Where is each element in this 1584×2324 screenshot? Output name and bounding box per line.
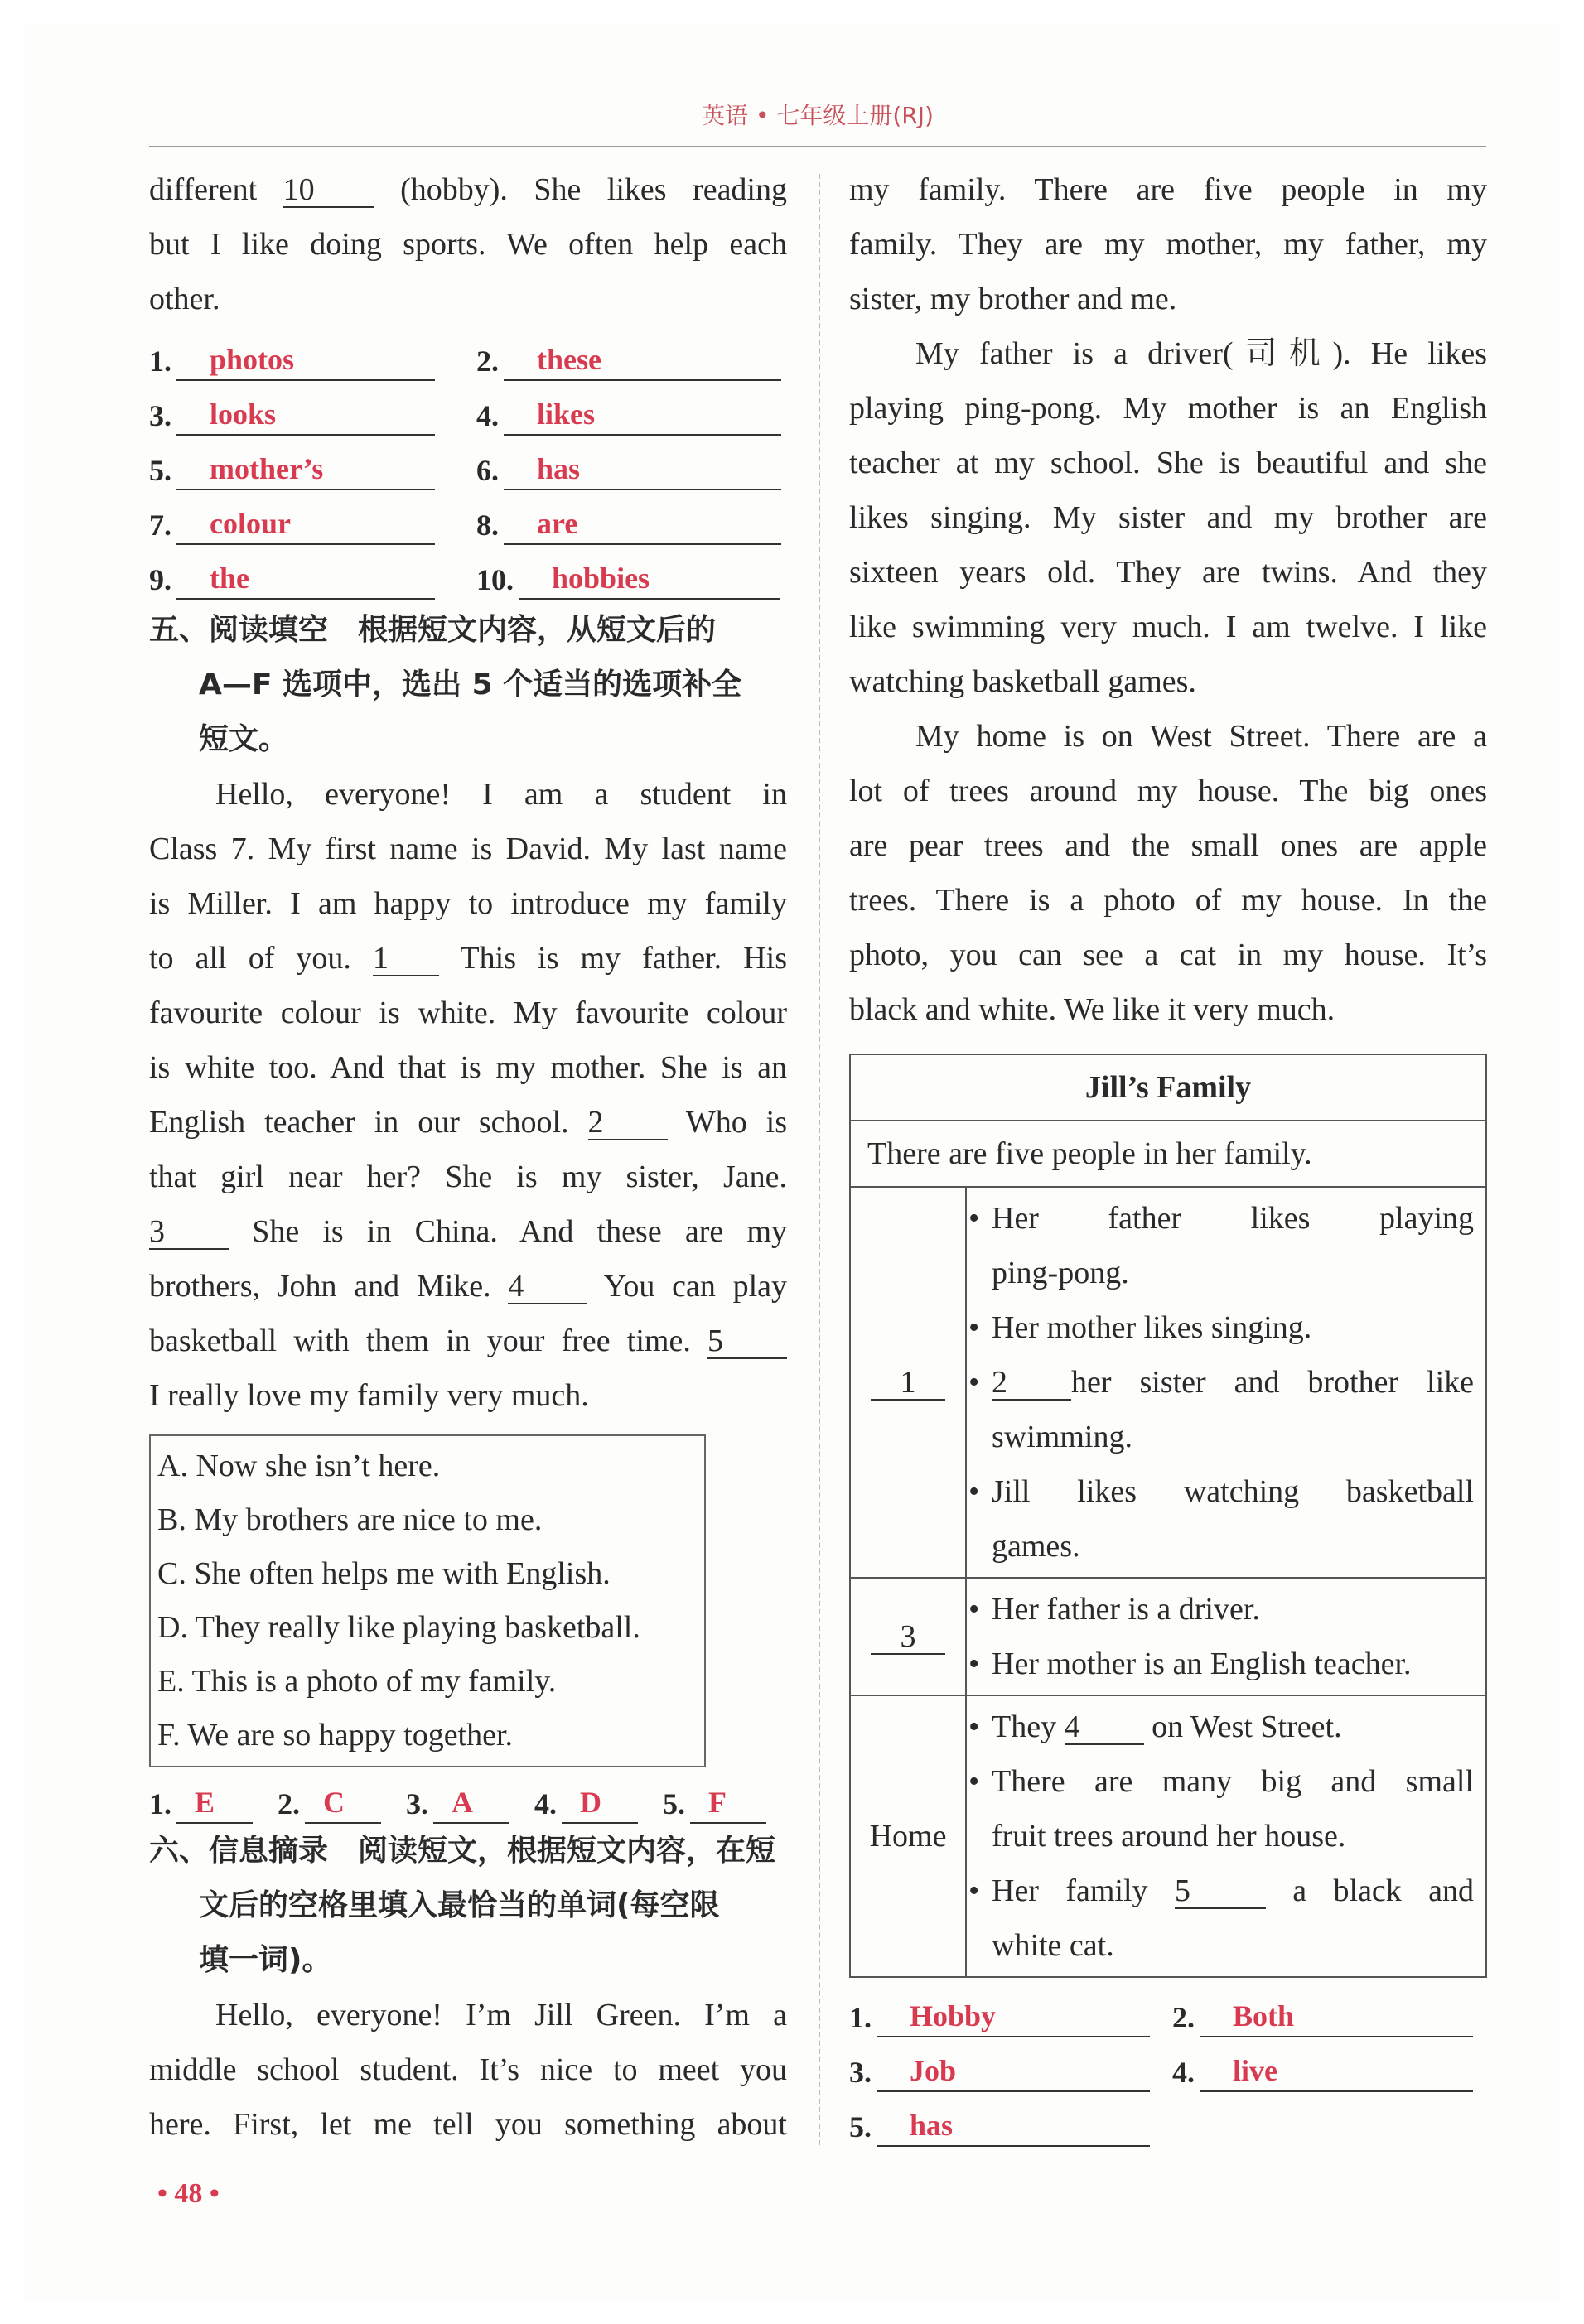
answer-number: 2.: [278, 1787, 300, 1820]
bullet: •: [968, 1592, 980, 1627]
table-blank-3[interactable]: 3: [871, 1620, 945, 1655]
passage-line: Class 7. My first name is David. My last name: [149, 832, 787, 866]
answer-number: 5.: [663, 1787, 685, 1820]
passage-line: [149, 162, 787, 217]
bullet: •: [968, 1201, 980, 1236]
passage-line: is white too. And that is my mother. She is an: [149, 1050, 787, 1085]
right-column: [849, 162, 1487, 2147]
answer-number: 4.: [534, 1787, 557, 1820]
answer-field[interactable]: E: [176, 1782, 253, 1824]
passage-line: photo, you can see a cat in my house. It’s: [849, 938, 1487, 972]
answer-field[interactable]: has: [877, 2105, 1150, 2147]
answer-number: 6.: [476, 454, 499, 487]
answer-field[interactable]: the: [176, 558, 435, 600]
answer-field[interactable]: Both: [1200, 1996, 1473, 2037]
answer-field[interactable]: mother’s: [176, 449, 435, 490]
bullet: •: [968, 1365, 980, 1400]
bullet: •: [968, 1709, 980, 1744]
passage-line: here. First, let me tell you something about: [149, 2107, 787, 2142]
answer-number: 3.: [406, 1787, 428, 1820]
blank-5[interactable]: 5: [707, 1324, 787, 1359]
answers-section-6: [849, 1983, 1487, 2147]
bullet: •: [968, 1310, 980, 1345]
answer-number: 1.: [149, 1787, 171, 1820]
passage-line: teacher at my school. She is beautiful and she: [849, 446, 1487, 480]
answer-number: 2.: [476, 345, 499, 378]
row-label-cell: [850, 1578, 966, 1695]
answer-field[interactable]: A: [433, 1782, 509, 1824]
passage-line: other.: [149, 282, 220, 316]
answer-number: 2.: [1172, 2001, 1195, 2034]
answers-section-5: [149, 1772, 787, 1824]
passage-line: family. They are my mother, my father, my: [849, 227, 1487, 262]
bullet: •: [968, 1647, 980, 1681]
passage-line: is Miller. I am happy to introduce my family: [149, 886, 787, 921]
bullet: •: [968, 1764, 980, 1799]
option-e: E. This is a photo of my family.: [157, 1664, 557, 1699]
answer-number: 5.: [849, 2110, 872, 2143]
passage-line: I really love my family very much.: [149, 1378, 589, 1413]
table-title: Jill’s Family: [850, 1054, 1486, 1121]
passage-line: basketball with them in your free time. 5: [149, 1314, 787, 1368]
table-row: [850, 1578, 1486, 1695]
header-title: 英语 • 七年级上册(RJ): [702, 102, 934, 129]
answer-number: 9.: [149, 563, 171, 596]
blank-1[interactable]: 1: [373, 942, 439, 976]
answer-field[interactable]: looks: [176, 394, 435, 436]
passage-line: Hello, everyone! I’m Jill Green. I’m a: [215, 1998, 787, 2032]
passage-line: that girl near her? She is my sister, Jane.: [149, 1160, 787, 1194]
options-box: [149, 1434, 706, 1767]
passage-line: My home is on West Street. There are a: [915, 719, 1487, 754]
answer-number: 7.: [149, 509, 171, 542]
answer-field[interactable]: colour: [176, 504, 435, 545]
answer-number: 10.: [476, 563, 514, 596]
answer-number: 4.: [476, 399, 499, 432]
answer-number: 8.: [476, 509, 499, 542]
table-blank-5[interactable]: 5: [1175, 1874, 1266, 1909]
table-row: [850, 1187, 1486, 1578]
table-blank-4[interactable]: 4: [1065, 1710, 1144, 1745]
section-6-passage: [149, 1988, 787, 2152]
passage-line: trees. There is a photo of my house. In the: [849, 883, 1487, 918]
answer-number: 4.: [1172, 2056, 1195, 2089]
passage-line: black and white. We like it very much.: [849, 992, 1335, 1027]
answer-field[interactable]: has: [504, 449, 781, 490]
answer-number: 3.: [149, 399, 171, 432]
table-row: [850, 1695, 1486, 1977]
answer-number: 1.: [849, 2001, 872, 2034]
blank-4[interactable]: 4: [508, 1270, 587, 1304]
answer-field[interactable]: D: [562, 1782, 638, 1824]
section-5-title: 五、阅读填空 根据短文内容，从短文后的 A—F 选项中，选出 5 个适当的选项补全 短文。: [149, 613, 742, 756]
answer-field[interactable]: live: [1200, 2051, 1473, 2092]
passage-line: English teacher in our school. 2 Who is: [149, 1105, 788, 1140]
table-blank-2[interactable]: 2: [992, 1366, 1071, 1401]
passage-line: 3 She is in China. And these are my: [149, 1214, 787, 1249]
option-b: B. My brothers are nice to me.: [157, 1502, 543, 1537]
passage-line: but I like doing sports. We often help each: [149, 227, 787, 262]
answer-field[interactable]: F: [690, 1782, 766, 1824]
row-content-cell: • They 4 on West Street. • There are many big and small fruit trees around her house. • Her family 5 a black and white cat.: [966, 1695, 1486, 1977]
answer-field[interactable]: likes: [504, 394, 781, 436]
passage-line: watching basketball games.: [849, 664, 1196, 699]
answer-field[interactable]: hobbies: [519, 558, 780, 600]
answer-number: 5.: [149, 454, 171, 487]
page-number: • 48 •: [157, 2178, 220, 2209]
bullet: •: [968, 1873, 980, 1908]
passage-line: playing ping-pong. My mother is an English: [849, 391, 1487, 426]
row-label-cell: [850, 1187, 966, 1578]
row-content-cell: • Her father is a driver. • Her mother is an English teacher.: [966, 1578, 1486, 1695]
row-label-home: Home: [850, 1695, 966, 1977]
passage-line: likes singing. My sister and my brother are: [849, 500, 1487, 535]
left-column: [149, 162, 787, 2152]
table-intro: There are five people in her family.: [850, 1121, 1486, 1187]
table-blank-1[interactable]: 1: [871, 1366, 945, 1401]
option-d: D. They really like playing basketball.: [157, 1610, 640, 1645]
answer-field[interactable]: are: [504, 504, 781, 545]
section-6-passage-cont: [849, 162, 1487, 1037]
passage-line: favourite colour is white. My favourite colour: [149, 996, 787, 1030]
passage-line: middle school student. It’s nice to meet you: [149, 2052, 787, 2087]
bullet: •: [968, 1474, 980, 1509]
blank-2[interactable]: 2: [588, 1106, 668, 1140]
blank-10[interactable]: 10: [283, 173, 374, 208]
row-content-cell: • Her father likes playing ping-pong. • Her mother likes singing. • 2 her sister and brother like swimming. • Jill likes watching basketball games.: [966, 1187, 1486, 1578]
jills-family-table: [849, 1054, 1487, 1978]
column-divider: [819, 174, 820, 2145]
answer-field[interactable]: C: [305, 1782, 381, 1824]
passage-line: brothers, John and Mike. 4 You can play: [149, 1269, 788, 1304]
option-a: A. Now she isn’t here.: [157, 1449, 441, 1483]
passage-line: to all of you. 1 This is my father. His: [149, 941, 787, 976]
answer-field[interactable]: photos: [176, 340, 435, 381]
passage-line: sister, my brother and me.: [849, 282, 1177, 316]
answer-field[interactable]: Hobby: [877, 1996, 1150, 2037]
passage-line: like swimming very much. I am twelve. I like: [849, 610, 1487, 644]
passage-line: my family. There are five people in my: [849, 172, 1487, 207]
answer-number: 1.: [149, 345, 171, 378]
passage-line: My father is a driver(司机). He likes: [915, 336, 1487, 371]
section-6-title: 六、信息摘录 阅读短文，根据短文内容，在短 文后的空格里填入最恰当的单词(每空限 填一词)。: [149, 1834, 776, 1977]
passage-line: lot of trees around my house. The big ones: [849, 774, 1487, 808]
option-f: F. We are so happy together.: [157, 1718, 514, 1753]
answers-section-4: [149, 326, 787, 600]
answer-number: 3.: [849, 2056, 872, 2089]
passage-line: sixteen years old. They are twins. And they: [849, 555, 1487, 590]
passage-line: are pear trees and the small ones are apple: [849, 828, 1487, 863]
blank-3[interactable]: 3: [149, 1215, 229, 1250]
section-5-passage: [149, 767, 787, 1423]
passage-text: different: [149, 172, 258, 207]
answer-field[interactable]: these: [504, 340, 781, 381]
passage-line: Hello, everyone! I am a student in: [215, 777, 787, 812]
page-header: [149, 98, 1486, 147]
passage-text: (hobby). She likes reading: [400, 172, 787, 207]
answer-field[interactable]: Job: [877, 2051, 1150, 2092]
option-c: C. She often helps me with English.: [157, 1556, 611, 1591]
